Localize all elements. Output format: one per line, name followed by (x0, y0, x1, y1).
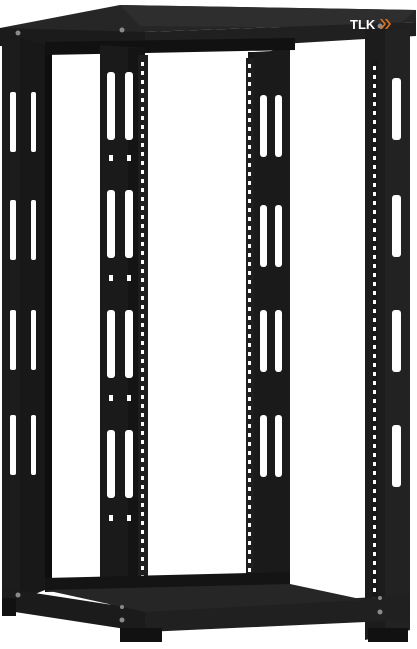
right-front-post (365, 28, 410, 640)
rail-hole (141, 566, 144, 570)
rail-hole (248, 280, 251, 284)
rail-hole (141, 476, 144, 480)
rail-hole (248, 262, 251, 266)
rail-hole (141, 197, 144, 201)
rail-hole (141, 107, 144, 111)
rail-hole (141, 242, 144, 246)
rail-hole (141, 485, 144, 489)
rail-hole (248, 325, 251, 329)
rail-hole (141, 233, 144, 237)
rail-hole (141, 314, 144, 318)
rear-mounting-rail (246, 58, 254, 578)
rail-hole (373, 219, 376, 223)
rail-hole (248, 73, 251, 77)
rail-hole (248, 523, 251, 527)
rail-hole (141, 305, 144, 309)
rail-hole (373, 543, 376, 547)
rail-hole (141, 395, 144, 399)
rail-hole (141, 431, 144, 435)
rail-hole (141, 458, 144, 462)
rail-hole (141, 98, 144, 102)
rail-hole (248, 424, 251, 428)
rail-hole (373, 165, 376, 169)
rail-hole (248, 253, 251, 257)
rail-hole (248, 109, 251, 113)
rail-hole (373, 525, 376, 529)
rail-hole (373, 561, 376, 565)
rail-hole (141, 494, 144, 498)
rail-hole (141, 530, 144, 534)
rail-hole (248, 298, 251, 302)
right-inner-post (254, 50, 290, 585)
rail-hole (141, 179, 144, 183)
rail-hole (373, 579, 376, 583)
rail-hole (248, 226, 251, 230)
rail-hole (373, 156, 376, 160)
rail-hole (373, 273, 376, 277)
rail-hole (373, 291, 376, 295)
rail-hole (373, 408, 376, 412)
rail-hole (373, 228, 376, 232)
rail-hole (373, 489, 376, 493)
rail-hole (248, 451, 251, 455)
rail-hole (141, 449, 144, 453)
rail-hole (248, 469, 251, 473)
rail-hole (373, 372, 376, 376)
rail-hole (141, 512, 144, 516)
rail-hole (248, 433, 251, 437)
rail-hole (373, 93, 376, 97)
rail-hole (373, 363, 376, 367)
rail-hole (248, 505, 251, 509)
rail-hole (141, 287, 144, 291)
rail-hole (141, 296, 144, 300)
rail-hole (248, 568, 251, 572)
rail-hole (373, 318, 376, 322)
bottom-frame (2, 572, 410, 642)
rail-hole (248, 235, 251, 239)
rail-hole (248, 415, 251, 419)
rail-hole (141, 215, 144, 219)
rail-hole (373, 102, 376, 106)
rail-hole (141, 503, 144, 507)
rail-hole (141, 413, 144, 417)
rail-hole (248, 307, 251, 311)
rail-hole (248, 100, 251, 104)
rail-hole (141, 539, 144, 543)
rail-hole (373, 399, 376, 403)
rail-hole (141, 404, 144, 408)
rail-hole (373, 138, 376, 142)
rail-hole (373, 381, 376, 385)
rail-hole (141, 260, 144, 264)
rail-hole (373, 309, 376, 313)
rail-hole (373, 462, 376, 466)
rail-hole (373, 246, 376, 250)
rail-hole (248, 478, 251, 482)
rail-hole (373, 282, 376, 286)
rail-hole (373, 390, 376, 394)
rail-hole (141, 224, 144, 228)
rail-hole (248, 271, 251, 275)
rail-hole (141, 251, 144, 255)
rail-hole (141, 116, 144, 120)
rail-hole (373, 570, 376, 574)
rail-hole (373, 345, 376, 349)
rail-hole (248, 91, 251, 95)
rail-hole (373, 300, 376, 304)
rail-hole (141, 143, 144, 147)
left-side-post (2, 38, 45, 600)
rail-hole (248, 406, 251, 410)
rail-hole (373, 120, 376, 124)
rail-hole (373, 336, 376, 340)
rail-hole (141, 422, 144, 426)
rail-hole (248, 163, 251, 167)
rail-hole (373, 174, 376, 178)
rail-hole (141, 350, 144, 354)
rail-hole (141, 269, 144, 273)
rail-hole (248, 334, 251, 338)
screws (16, 24, 383, 623)
rail-hole (373, 129, 376, 133)
rail-hole (373, 147, 376, 151)
rail-hole (141, 62, 144, 66)
brand-logo-text: TLK (350, 17, 376, 32)
rail-hole (248, 118, 251, 122)
rail-hole (141, 386, 144, 390)
rail-hole (141, 278, 144, 282)
rail-hole (248, 442, 251, 446)
rail-hole (141, 359, 144, 363)
rail-hole (248, 514, 251, 518)
rail-hole (248, 127, 251, 131)
rail-hole (373, 111, 376, 115)
rail-hole (248, 172, 251, 176)
rail-hole (373, 507, 376, 511)
rail-hole (248, 388, 251, 392)
rail-hole (248, 199, 251, 203)
rail-hole (248, 370, 251, 374)
rail-hole (141, 557, 144, 561)
rail-hole (248, 208, 251, 212)
rail-hole (141, 440, 144, 444)
rail-hole (141, 206, 144, 210)
rail-hole (248, 316, 251, 320)
rail-hole (141, 134, 144, 138)
rail-hole (141, 71, 144, 75)
rail-hole (373, 327, 376, 331)
rail-hole (248, 289, 251, 293)
rail-hole (373, 534, 376, 538)
rail-hole (141, 341, 144, 345)
rail-hole (373, 435, 376, 439)
rail-hole (373, 354, 376, 358)
rail-hole (141, 548, 144, 552)
rail-hole (373, 444, 376, 448)
rail-hole (373, 84, 376, 88)
rail-hole (248, 217, 251, 221)
rail-hole (373, 471, 376, 475)
rail-hole (141, 89, 144, 93)
rail-hole (248, 559, 251, 563)
rail-hole (373, 480, 376, 484)
rail-hole (248, 154, 251, 158)
rail-hole (248, 343, 251, 347)
rail-hole (248, 460, 251, 464)
rail-hole (373, 183, 376, 187)
rail-hole (248, 397, 251, 401)
rail-hole (373, 237, 376, 241)
rail-hole (141, 170, 144, 174)
rail-hole (248, 487, 251, 491)
rail-hole (248, 82, 251, 86)
rail-hole (373, 588, 376, 592)
rail-hole (141, 188, 144, 192)
rail-hole (141, 152, 144, 156)
rail-hole (373, 516, 376, 520)
rail-hole (248, 181, 251, 185)
front-mounting-rail (138, 55, 148, 600)
rail-hole (248, 64, 251, 68)
rail-hole (248, 352, 251, 356)
rail-hole (141, 467, 144, 471)
rail-hole (141, 332, 144, 336)
rail-hole (248, 541, 251, 545)
rail-hole (373, 210, 376, 214)
rail-hole (141, 80, 144, 84)
rail-hole (373, 264, 376, 268)
rail-hole (373, 201, 376, 205)
rail-hole (248, 136, 251, 140)
rail-hole (373, 75, 376, 79)
rail-hole (373, 66, 376, 70)
rail-hole (373, 255, 376, 259)
rail-hole (248, 145, 251, 149)
rail-hole (248, 244, 251, 248)
rail-hole (248, 550, 251, 554)
rail-hole (248, 496, 251, 500)
rail-hole (248, 190, 251, 194)
rail-hole (373, 426, 376, 430)
rail-hole (141, 125, 144, 129)
rail-hole (141, 521, 144, 525)
rail-hole (141, 161, 144, 165)
rail-hole (141, 368, 144, 372)
rail-hole (373, 417, 376, 421)
rail-hole (248, 379, 251, 383)
rail-hole (373, 453, 376, 457)
rail-hole (248, 361, 251, 365)
rail-hole (373, 192, 376, 196)
rail-hole (373, 552, 376, 556)
rail-hole (373, 498, 376, 502)
rail-hole (141, 377, 144, 381)
rail-hole (248, 532, 251, 536)
rail-hole (141, 323, 144, 327)
